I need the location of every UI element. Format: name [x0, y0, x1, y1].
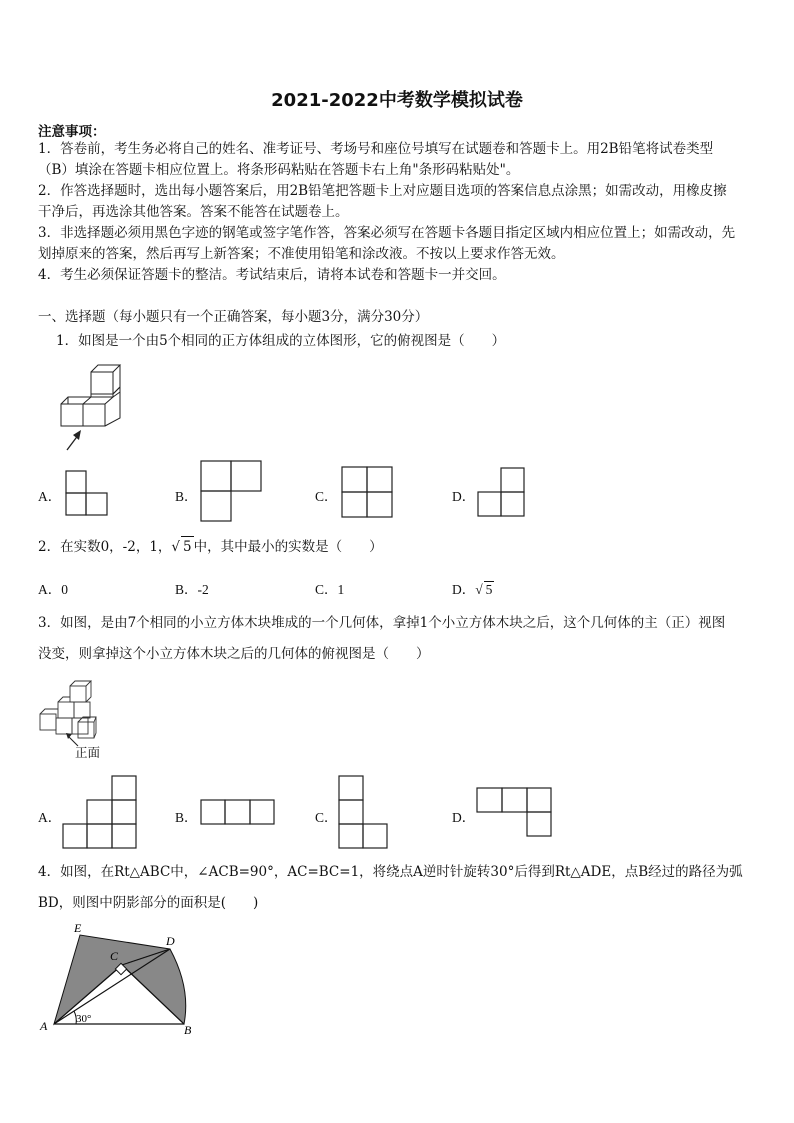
section-heading: 一、选择题（每小题只有一个正确答案，每小题3分，满分30分） — [38, 309, 429, 325]
q1-option-c-label: C． — [315, 489, 338, 504]
q1-option-d-figure — [477, 467, 525, 517]
q1-option-a-label: A． — [38, 489, 62, 504]
notice-line: 3．非选择题必须用黑色字迹的钢笔或签字笔作答，答案必须写在答题卡各题目指定区域内相应位置上；如需改动，先 — [38, 225, 736, 241]
q2-option-c-label: C． — [315, 582, 338, 597]
q3-option-d-figure — [476, 787, 554, 839]
q3-option-b-label: B． — [175, 810, 198, 825]
q3-option-a-label: A． — [38, 810, 62, 825]
page-title: 2021-2022中考数学模拟试卷 — [271, 90, 523, 111]
label-a: A — [40, 1019, 48, 1033]
q2-option-a-value: 0 — [61, 582, 68, 597]
q3-figure-label: 正面 — [75, 745, 101, 760]
q2-option-c — [315, 578, 344, 598]
q2-option-b-value: -2 — [197, 582, 209, 597]
question-4-line-1: 4．如图，在Rt△ABC中，∠ACB=90°，AC=BC=1，将绕点A逆时针旋转30°后得到Rt△ADE，点B经过的路径为弧 — [38, 864, 743, 880]
label-e: E — [74, 921, 82, 935]
question-3-line-2: 没变，则拿掉这个小立方体木块之后的几何体的俯视图是（ ） — [38, 646, 430, 662]
q2-text-pre: 2．在实数0，-2，1， — [38, 539, 172, 555]
question-3-line-1: 3．如图，是由7个相同的小立方体木块堆成的一个几何体，拿掉1个小立方体木块之后，这个几何体的主（正）视图 — [38, 615, 726, 631]
q2-sqrt-arg: 5 — [181, 536, 194, 557]
q1-option-a-figure — [65, 470, 109, 516]
q1-cube-figure — [55, 362, 135, 457]
notice-line: 划掉原来的答案，然后再写上新答案；不准使用铅笔和涂改液。不按以上要求作答无效。 — [38, 246, 565, 262]
question-1-text: 1．如图是一个由5个相同的正方体组成的立体图形，它的俯视图是（ ） — [56, 333, 506, 349]
q2-option-d — [452, 578, 494, 598]
q2-option-a-label: A． — [38, 582, 62, 597]
question-4-line-2: BD，则图中阴影部分的面积是( ) — [38, 895, 259, 911]
q2-option-a — [38, 578, 68, 598]
question-2-text — [38, 536, 383, 557]
notice-line: 2．作答选择题时，选出每小题答案后，用2B铅笔把答题卡上对应题目选项的答案信息点涂黑；如需改动，用橡皮擦 — [38, 183, 727, 199]
label-d: D — [166, 934, 175, 948]
notice-line: 4．考生必须保证答题卡的整洁。考试结束后，请将本试卷和答题卡一并交回。 — [38, 267, 506, 283]
q3-option-c-label: C． — [315, 810, 338, 825]
label-c: C — [110, 949, 119, 963]
q2-text-post: 中，其中最小的实数是（ ） — [193, 539, 383, 555]
sqrt-symbol: √ — [475, 582, 483, 597]
q2-option-b-label: B． — [175, 582, 198, 597]
sqrt-symbol: √ — [171, 539, 181, 555]
q2-option-d-value: 5 — [485, 582, 493, 597]
notice-line: （B）填涂在答题卡相应位置上。将条形码粘贴在答题卡右上角"条形码粘贴处"。 — [38, 162, 520, 178]
label-angle: 30° — [76, 1013, 92, 1025]
q3-option-b-figure — [200, 799, 276, 826]
q3-option-c-figure — [338, 775, 390, 851]
q2-option-c-value: 1 — [337, 582, 345, 597]
q4-geometry-figure — [36, 918, 206, 1038]
q1-option-d-label: D． — [452, 489, 476, 504]
q1-option-b-figure — [200, 460, 262, 522]
q1-option-b-label: B． — [175, 489, 198, 504]
q3-option-d-label: D． — [452, 810, 476, 825]
q3-option-a-figure — [62, 775, 138, 851]
notice-line: 干净后，再选涂其他答案。答案不能答在试题卷上。 — [38, 204, 349, 220]
notice-line: 1．答卷前，考生务必将自己的姓名、准考证号、考场号和座位号填写在试题卷和答题卡上。用2B铅笔将试卷类型 — [38, 141, 714, 157]
q1-option-c-figure — [341, 466, 393, 518]
q2-option-b — [175, 578, 209, 598]
notice-heading: 注意事项： — [38, 124, 106, 140]
q2-option-d-label: D． — [452, 582, 476, 597]
label-b: B — [184, 1023, 192, 1037]
